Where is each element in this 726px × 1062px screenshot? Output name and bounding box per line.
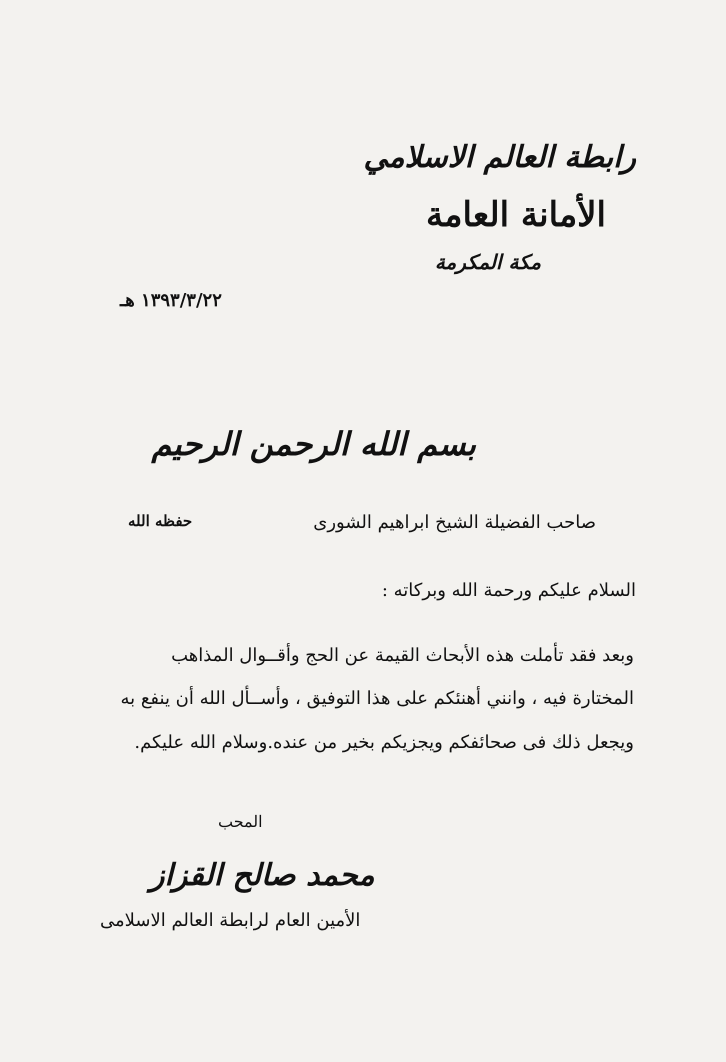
department-name: الأمانة العامة (426, 195, 606, 235)
addressee-honorific: حفظه الله (128, 512, 193, 530)
body-line-3: ويجعل ذلك فى صحائفكم ويجزيكم بخير من عنده.وسلام الله عليكم. (134, 732, 634, 753)
body-line-2: المختارة فيه ، وانني أهنئكم على هذا التوفيق ، وأســأل الله أن ينفع به (120, 688, 634, 709)
body-line-1: وبعد فقد تأملت هذه الأبحاث القيمة عن الحج وأقــوال المذاهب (171, 645, 634, 666)
basmala: بسم الله الرحمن الرحيم (151, 425, 476, 463)
signature: محمد صالح القزاز (150, 858, 375, 893)
greeting-line: السلام عليكم ورحمة الله وبركاته : (381, 580, 636, 601)
organization-name: رابطة العالم الاسلامي (363, 140, 636, 175)
signatory-title: الأمين العام لرابطة العالم الاسلامى (100, 910, 361, 931)
letter-date: ١٣٩٣/٣/٢٢ هـ (120, 290, 222, 311)
city-name: مكة المكرمة (434, 250, 541, 274)
closing-salutation: المحب (218, 812, 263, 831)
addressee-line: صاحب الفضيلة الشيخ ابراهيم الشورى (313, 512, 596, 533)
